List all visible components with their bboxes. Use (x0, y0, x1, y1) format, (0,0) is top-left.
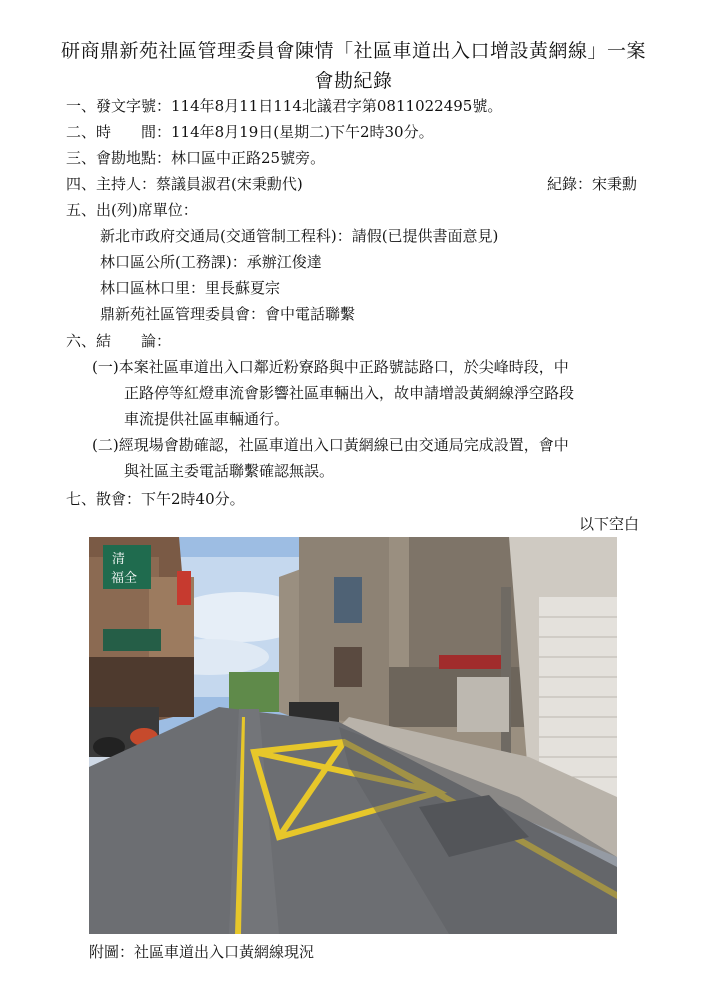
attendee-item: 鼎新苑社區管理委員會：會中電話聯繫 (100, 305, 356, 323)
attendee-item: 林口區公所(工務課)：承辦江俊達 (100, 253, 322, 271)
meeting-time-line: 二、時 間：114年8月19日(星期二)下午2時30分。 (66, 123, 434, 141)
conclusion-2-line-2: 與社區主委電話聯繫確認無誤。 (124, 462, 335, 480)
attendee-item: 林口區林口里：里長蘇夏宗 (100, 279, 281, 297)
shop-sign-text-1: 清 (112, 552, 126, 567)
document-title (0, 36, 707, 96)
title-line-1: 研商鼎新苑社區管理委員會陳情「社區車道出入口增設黃網線」一案 (60, 40, 646, 62)
doc-number-line: 一、發文字號：114年8月11日114北議君字第0811022495號。 (66, 97, 503, 115)
conclusion-1-line-2: 正路停等紅燈車流會影響社區車輛出入，故申請增設黃網線淨空路段 (124, 384, 575, 402)
title-line-2: 會勘紀錄 (314, 70, 393, 92)
chair-line: 四、主持人：蔡議員淑君(宋秉勳代) (66, 175, 303, 193)
attendee-item: 新北市政府交通局(交通管制工程科)：請假(已提供書面意見) (100, 227, 499, 245)
conclusion-1-line-1: (一)本案社區車道出入口鄰近粉寮路與中正路號誌路口，於尖峰時段，中 (92, 358, 569, 376)
street-photo (89, 537, 617, 934)
conclusion-1-line-3: 車流提供社區車輛通行。 (124, 410, 290, 428)
photo-caption: 附圖：社區車道出入口黃網線現況 (89, 943, 315, 961)
conclusion-2-line-1: (二)經現場會勘確認，社區車道出入口黃網線已由交通局完成設置，會中 (92, 436, 569, 454)
recorder-line: 紀錄：宋秉勳 (546, 175, 637, 193)
blank-below-note: 以下空白 (578, 515, 639, 533)
attendees-label: 五、出(列)席單位： (66, 201, 198, 219)
shop-sign-text-2: 福全 (111, 571, 138, 586)
dismissal-line: 七、散會：下午2時40分。 (66, 490, 245, 508)
conclusion-label: 六、結 論： (66, 332, 172, 350)
location-line: 三、會勘地點：林口區中正路25號旁。 (66, 149, 326, 167)
